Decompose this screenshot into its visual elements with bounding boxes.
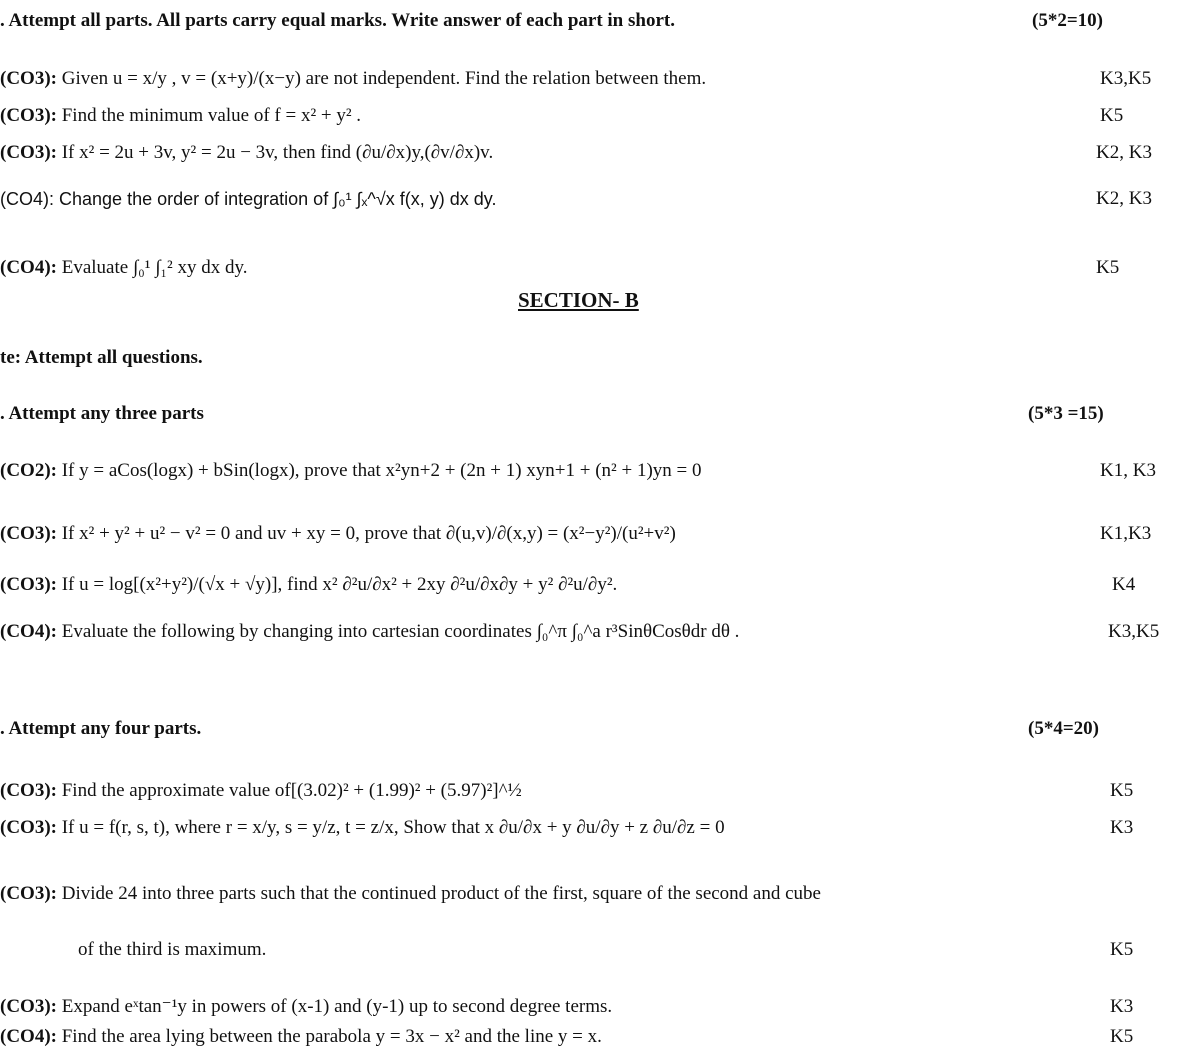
question-c5 <box>0 1024 602 1050</box>
k-level: K5 <box>1096 257 1120 278</box>
note: te: Attempt all questions. <box>0 347 203 368</box>
question-c2 <box>0 815 725 841</box>
q3-instruction: . Attempt any four parts. <box>0 718 202 739</box>
co-label: (CO3): <box>0 105 57 126</box>
k-level: K3 <box>1110 996 1134 1017</box>
question-text: Evaluate the following by changing into cartesian coordinates ∫₀^π ∫₀^a r³SinθCosθdr dθ . <box>61 621 740 642</box>
question-text: Evaluate ∫₀¹ ∫₁² xy dx dy. <box>61 257 248 278</box>
question-text: If x² + y² + u² − v² = 0 and uv + xy = 0, prove that ∂(u,v)/∂(x,y) = (x²−y²)/(u²+v²) <box>61 523 676 544</box>
question-c4 <box>0 994 612 1020</box>
question-text: Given u = x/y , v = (x+y)/(x−y) are not independent. Find the relation between them. <box>61 68 707 89</box>
k-level: K1, K3 <box>1100 460 1156 481</box>
question-text: Find the approximate value of[(3.02)² + (1.99)² + (5.97)²]^½ <box>61 780 522 801</box>
co-label: (CO3): <box>0 883 57 904</box>
k-level: K2, K3 <box>1096 188 1152 209</box>
k-level: K2, K3 <box>1096 142 1152 163</box>
section-a-instruction: . Attempt all parts. All parts carry equal marks. Write answer of each part in short. <box>0 10 675 31</box>
co-label: (CO4): <box>0 1026 57 1047</box>
k-level: K4 <box>1112 574 1136 595</box>
co-label: (CO4): <box>0 257 57 278</box>
q3-marks: (5*4=20) <box>1028 718 1099 739</box>
question-text: Change the order of integration of ∫₀¹ ∫ₓ^√x f(x, y) dx dy. <box>59 189 497 209</box>
k-level: K5 <box>1110 780 1134 801</box>
question-b3 <box>0 572 617 598</box>
question-c1 <box>0 778 522 804</box>
question-text: Expand eˣtan⁻¹y in powers of (x-1) and (y-1) up to second degree terms. <box>61 996 613 1017</box>
section-b-heading: SECTION- B <box>518 288 639 312</box>
co-label: (CO3): <box>0 996 57 1017</box>
co-label: (CO4): <box>0 621 57 642</box>
question-b1 <box>0 458 702 484</box>
question-text: Find the minimum value of f = x² + y² . <box>61 105 362 126</box>
co-label: (CO3): <box>0 780 57 801</box>
section-a-marks: (5*2=10) <box>1032 10 1103 31</box>
co-label: (CO3): <box>0 817 57 838</box>
k-level: K3,K5 <box>1100 68 1152 89</box>
question-c3-continued: of the third is maximum. <box>78 939 267 960</box>
question-c3 <box>0 881 821 907</box>
question-text: Divide 24 into three parts such that the continued product of the first, square of the second and cube <box>61 883 821 904</box>
co-label: (CO3): <box>0 142 57 163</box>
k-level: K5 <box>1100 105 1124 126</box>
co-label: (CO4): <box>0 189 54 209</box>
question-a5 <box>0 255 248 281</box>
k-level: K1,K3 <box>1100 523 1152 544</box>
question-text: If x² = 2u + 3v, y² = 2u − 3v, then find (∂u/∂x)y,(∂v/∂x)v. <box>61 142 494 163</box>
question-text: Find the area lying between the parabola y = 3x − x² and the line y = x. <box>61 1026 602 1047</box>
co-label: (CO3): <box>0 523 57 544</box>
question-text: If y = aCos(logx) + bSin(logx), prove that x²yn+2 + (2n + 1) xyn+1 + (n² + 1)yn = 0 <box>61 460 702 481</box>
question-b2 <box>0 521 676 547</box>
k-level: K3 <box>1110 817 1134 838</box>
question-b4 <box>0 619 739 645</box>
co-label: (CO3): <box>0 68 57 89</box>
question-text: If u = log[(x²+y²)/(√x + √y)], find x² ∂²u/∂x² + 2xy ∂²u/∂x∂y + y² ∂²u/∂y². <box>61 574 618 595</box>
q2-marks: (5*3 =15) <box>1028 403 1104 424</box>
question-a4 <box>0 186 496 212</box>
question-a3 <box>0 140 493 166</box>
co-label: (CO3): <box>0 574 57 595</box>
question-a1 <box>0 66 706 92</box>
k-level: K3,K5 <box>1108 621 1160 642</box>
q2-instruction: . Attempt any three parts <box>0 403 204 424</box>
k-level: K5 <box>1110 1026 1134 1047</box>
question-a2 <box>0 103 361 129</box>
co-label: (CO2): <box>0 460 57 481</box>
k-level: K5 <box>1110 939 1134 960</box>
question-text: If u = f(r, s, t), where r = x/y, s = y/z, t = z/x, Show that x ∂u/∂x + y ∂u/∂y + z ∂u/∂z = 0 <box>61 817 725 838</box>
